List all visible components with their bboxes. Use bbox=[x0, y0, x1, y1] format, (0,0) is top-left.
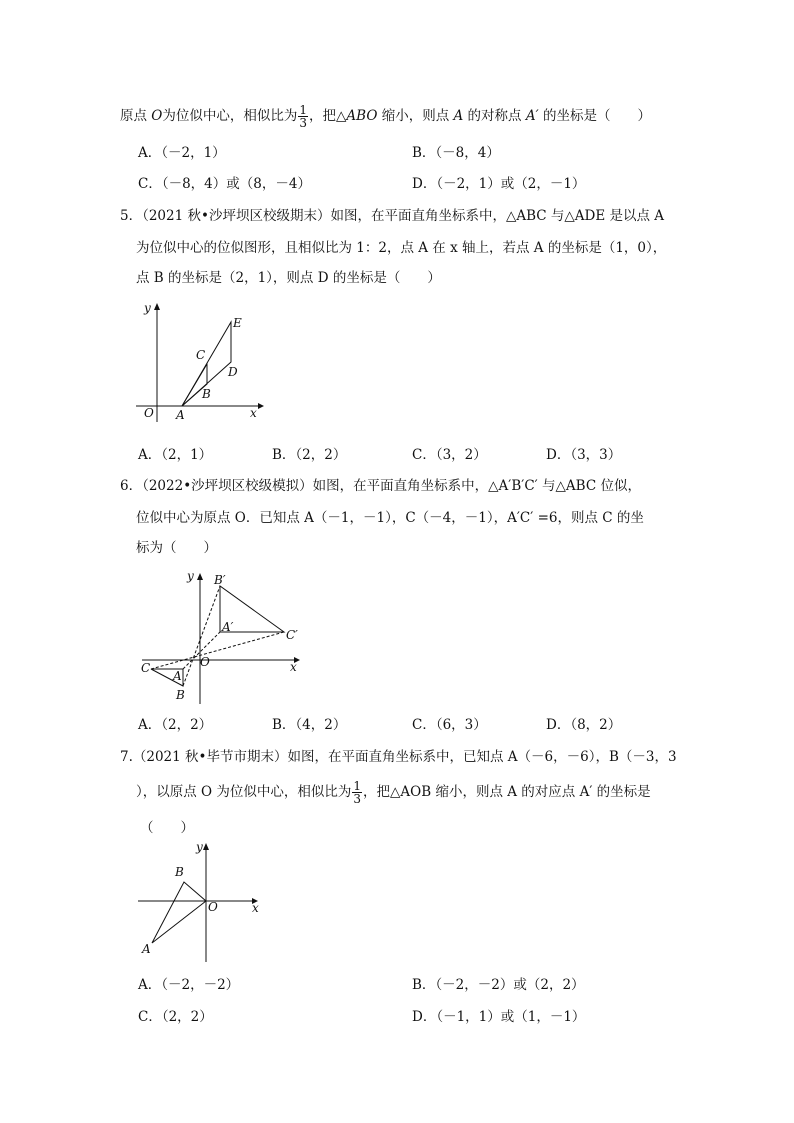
q7-stem-line1: 7.（2021 秋•毕节市期末）如图，在平面直角坐标系中，已知点 A（－6，－6），B（－3，3 bbox=[120, 749, 677, 765]
q7-stem-part: ），以原点 O 为位似中心，相似比为 bbox=[136, 784, 352, 800]
q7-option-a[interactable] bbox=[138, 975, 239, 995]
q4-fraction-numerator: 1 bbox=[299, 103, 308, 117]
q7-label-a: A bbox=[142, 942, 151, 956]
q5-label-b: B bbox=[202, 387, 211, 401]
q4-fraction-denominator: 3 bbox=[299, 116, 308, 130]
q4-option-d[interactable] bbox=[412, 174, 585, 194]
q4-point-o: O bbox=[151, 108, 163, 124]
q5-figure bbox=[130, 298, 270, 428]
q6-label-o: O bbox=[200, 655, 210, 669]
option-text: （3，2） bbox=[435, 447, 487, 463]
q5-label-y: y bbox=[144, 301, 151, 315]
q4-stem-part: 的对称点 bbox=[463, 108, 526, 124]
q4-stem bbox=[120, 104, 651, 129]
option-text: （6，3） bbox=[435, 717, 487, 733]
option-text: （2，2） bbox=[295, 447, 347, 463]
q6-option-a[interactable] bbox=[138, 715, 212, 735]
option-label: C． bbox=[138, 1009, 162, 1025]
option-text: （－1，1）或（1，－1） bbox=[436, 1009, 586, 1025]
option-text: （－8，4） bbox=[435, 145, 500, 161]
q4-option-c[interactable] bbox=[138, 174, 311, 194]
q7-triangle-aob bbox=[152, 882, 206, 943]
q6-dashed-oa bbox=[183, 586, 220, 686]
q7-label-y: y bbox=[196, 840, 203, 854]
option-text: （2，2） bbox=[161, 1009, 213, 1025]
q7-stem-part: ，把△AOB 缩小，则点 A 的对应点 A′ 的坐标是 bbox=[363, 784, 651, 800]
q5-option-c[interactable] bbox=[412, 445, 487, 465]
q7-option-d[interactable] bbox=[412, 1007, 585, 1027]
option-label: A． bbox=[138, 145, 162, 161]
option-text: （－8，4）或（8，－4） bbox=[161, 176, 311, 192]
q5-option-b[interactable] bbox=[272, 445, 346, 465]
option-label: A． bbox=[138, 977, 162, 993]
q6-dashed-oc bbox=[151, 632, 284, 669]
q5-stem-line3: 点 B 的坐标是（2，1），则点 D 的坐标是（ ） bbox=[136, 270, 441, 286]
option-text: （8，2） bbox=[570, 717, 622, 733]
q7-fraction-denominator: 3 bbox=[353, 792, 362, 806]
option-label: D． bbox=[546, 717, 571, 733]
q4-stem-part: 缩小，则点 bbox=[377, 108, 454, 124]
option-text: （－2，－2）或（2，2） bbox=[435, 977, 585, 993]
q7-stem-line3: （ ） bbox=[140, 820, 194, 836]
q5-y-axis-arrow bbox=[154, 303, 160, 310]
q4-fraction bbox=[298, 104, 308, 129]
q5-label-o: O bbox=[144, 406, 154, 420]
option-label: A． bbox=[138, 447, 162, 463]
q6-y-axis-arrow bbox=[197, 573, 203, 580]
q5-label-c: C bbox=[196, 348, 206, 362]
q7-fraction bbox=[352, 780, 362, 805]
option-text: （－2，1）或（2，－1） bbox=[436, 176, 586, 192]
q6-label-b: B bbox=[176, 688, 185, 702]
option-label: A． bbox=[138, 717, 162, 733]
q4-stem-part: 的坐标是（ ） bbox=[538, 108, 651, 124]
q4-option-a[interactable] bbox=[138, 143, 226, 163]
q5-x-axis-arrow bbox=[258, 403, 264, 409]
q5-label-x: x bbox=[250, 406, 257, 420]
q7-option-b[interactable] bbox=[412, 975, 585, 995]
q7-option-c[interactable] bbox=[138, 1007, 213, 1027]
q6-label-c: C bbox=[141, 661, 151, 675]
option-label: B． bbox=[272, 717, 296, 733]
q7-figure bbox=[132, 838, 272, 968]
q6-option-d[interactable] bbox=[546, 715, 621, 735]
q7-fraction-numerator: 1 bbox=[353, 779, 362, 793]
q6-label-ap: A′ bbox=[222, 620, 234, 634]
option-label: D． bbox=[412, 1009, 437, 1025]
option-label: C． bbox=[138, 176, 162, 192]
q4-point-a-prime: A′ bbox=[525, 108, 539, 124]
q5-label-a: A bbox=[176, 408, 185, 422]
option-label: D． bbox=[412, 176, 437, 192]
q4-stem-part: 原点 bbox=[120, 108, 152, 124]
option-text: （－2，－2） bbox=[161, 977, 240, 993]
q4-point-a: A bbox=[453, 108, 464, 124]
option-label: D． bbox=[546, 447, 571, 463]
q7-label-b: B bbox=[175, 865, 184, 879]
q7-label-o: O bbox=[208, 900, 218, 914]
q5-stem-line1: 5．（2021 秋•沙坪坝区校级期末）如图，在平面直角坐标系中，△ABC 与△ADE 是以点 A bbox=[120, 208, 665, 224]
option-label: C． bbox=[412, 447, 436, 463]
option-label: B． bbox=[272, 447, 296, 463]
q6-label-cp: C′ bbox=[286, 628, 298, 642]
q6-stem-line1: 6．（2022•沙坪坝区校级模拟）如图，在平面直角坐标系中，△A′B′C′ 与△ABC 位似， bbox=[120, 478, 641, 494]
option-label: B． bbox=[412, 977, 436, 993]
q6-label-a: A bbox=[173, 669, 182, 683]
q5-label-e: E bbox=[233, 316, 242, 330]
q5-option-a[interactable] bbox=[138, 445, 212, 465]
q4-option-b[interactable] bbox=[412, 143, 500, 163]
q7-stem-line2 bbox=[136, 780, 651, 805]
option-text: （4，2） bbox=[295, 717, 347, 733]
option-label: B． bbox=[412, 145, 436, 161]
q6-label-x: x bbox=[290, 660, 297, 674]
q4-stem-part: ，把△ bbox=[309, 108, 347, 124]
q6-figure bbox=[138, 568, 308, 708]
q7-y-axis-arrow bbox=[203, 843, 209, 850]
q4-triangle-abo: ABO bbox=[346, 108, 378, 124]
q6-option-c[interactable] bbox=[412, 715, 487, 735]
option-text: （－2，1） bbox=[161, 145, 226, 161]
q6-stem-line3: 标为（ ） bbox=[136, 540, 217, 556]
q5-option-d[interactable] bbox=[546, 445, 621, 465]
option-text: （2，1） bbox=[161, 447, 213, 463]
q4-stem-part: 为位似中心，相似比为 bbox=[162, 108, 298, 124]
q6-stem-line2: 位似中心为原点 O．已知点 A（－1，－1），C（－4，－1），A′C′ =6，则点 C 的坐 bbox=[136, 510, 644, 526]
q6-label-y: y bbox=[187, 569, 194, 583]
option-label: C． bbox=[412, 717, 436, 733]
q6-option-b[interactable] bbox=[272, 715, 346, 735]
option-text: （3，3） bbox=[570, 447, 622, 463]
option-text: （2，2） bbox=[161, 717, 213, 733]
q5-label-d: D bbox=[228, 365, 238, 379]
q7-label-x: x bbox=[252, 901, 259, 915]
q5-stem-line2: 为位似中心的位似图形，且相似比为 1：2，点 A 在 x 轴上，若点 A 的坐标是（1，0）， bbox=[136, 240, 667, 256]
q6-label-bp: B′ bbox=[214, 573, 226, 587]
